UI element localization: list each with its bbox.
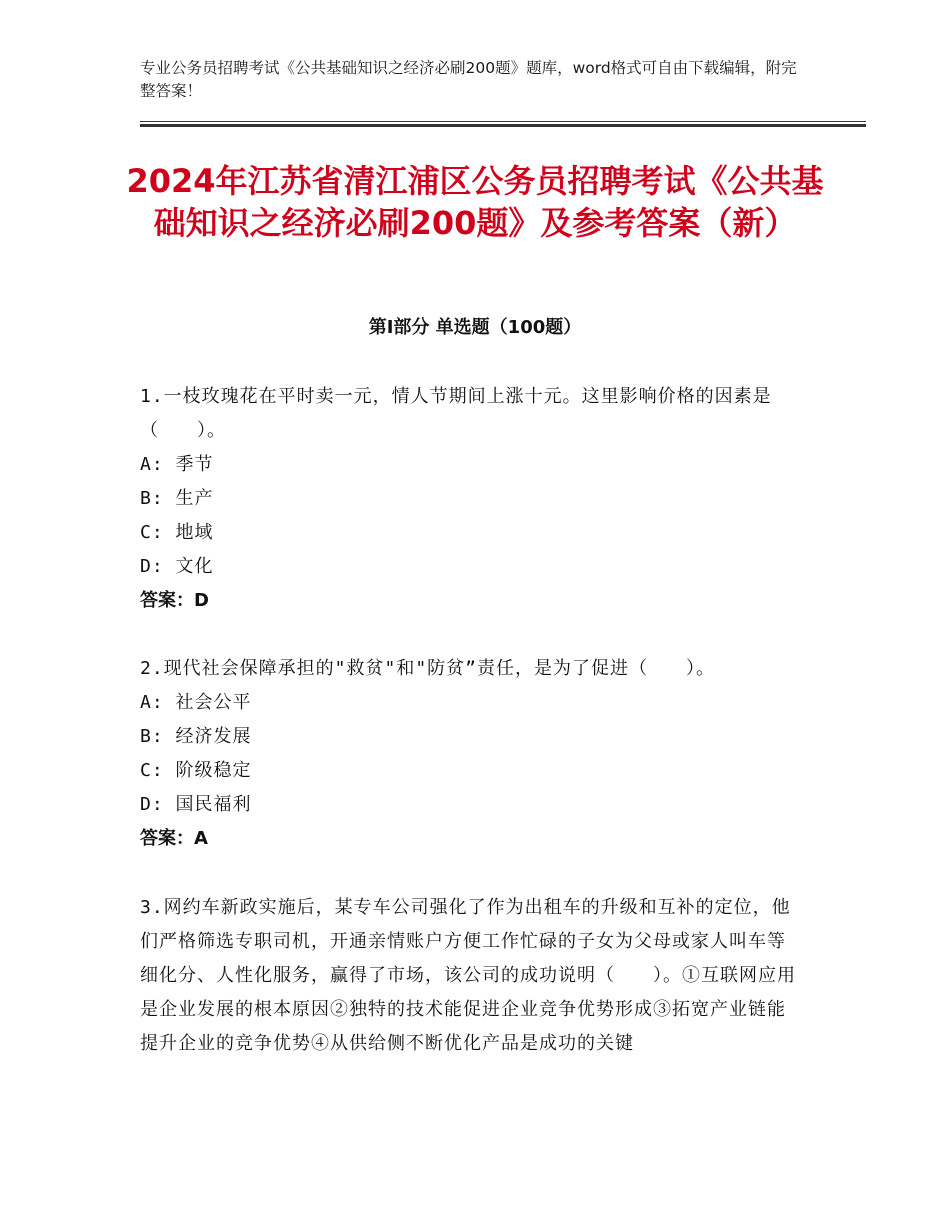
question-stem: 1.一枝玫瑰花在平时卖一元，情人节期间上涨十元。这里影响价格的因素是（ ）。 bbox=[140, 386, 772, 441]
answer-label: 答案：D bbox=[140, 590, 209, 611]
question-3 bbox=[140, 891, 800, 1061]
option-d: D: 国民福利 bbox=[140, 794, 252, 815]
section-title: 第I部分 单选题（100题） bbox=[368, 317, 582, 338]
option-d: D: 文化 bbox=[140, 556, 214, 577]
option-b: B: 生产 bbox=[140, 488, 214, 509]
option-b: B: 经济发展 bbox=[140, 726, 252, 747]
question-1 bbox=[140, 380, 800, 618]
option-c: C: 地域 bbox=[140, 522, 214, 543]
option-c: C: 阶级稳定 bbox=[140, 760, 252, 781]
question-stem: 2.现代社会保障承担的"救贫"和"防贫”责任，是为了促进（ ）。 bbox=[140, 658, 716, 679]
header-divider-thick bbox=[140, 124, 866, 127]
document-title: 2024年江苏省清江浦区公务员招聘考试《公共基础知识之经济必刷200题》及参考答案（新） bbox=[126, 162, 824, 242]
option-a: A: 季节 bbox=[140, 454, 214, 475]
header-divider-thin bbox=[140, 121, 866, 122]
question-stem: 3.网约车新政实施后，某专车公司强化了作为出租车的升级和互补的定位，他们严格筛选专职司机，开通亲情账户方便工作忙碌的子女为父母或家人叫车等细化分、人性化服务，赢得了市场，该公司的成功说明（ ）。①互联网应用是企业发展的根本原因②独特的技术能促进企业竞争优势形成③拓宽产业链能提升企业的竞争优势④从供给侧不断优化产品是成功的关键 bbox=[140, 897, 796, 1054]
answer-label: 答案：A bbox=[140, 828, 208, 849]
option-a: A: 社会公平 bbox=[140, 692, 252, 713]
header-note: 专业公务员招聘考试《公共基础知识之经济必刷200题》题库，word格式可自由下载编辑，附完整答案！ bbox=[140, 59, 797, 100]
question-2 bbox=[140, 652, 800, 856]
